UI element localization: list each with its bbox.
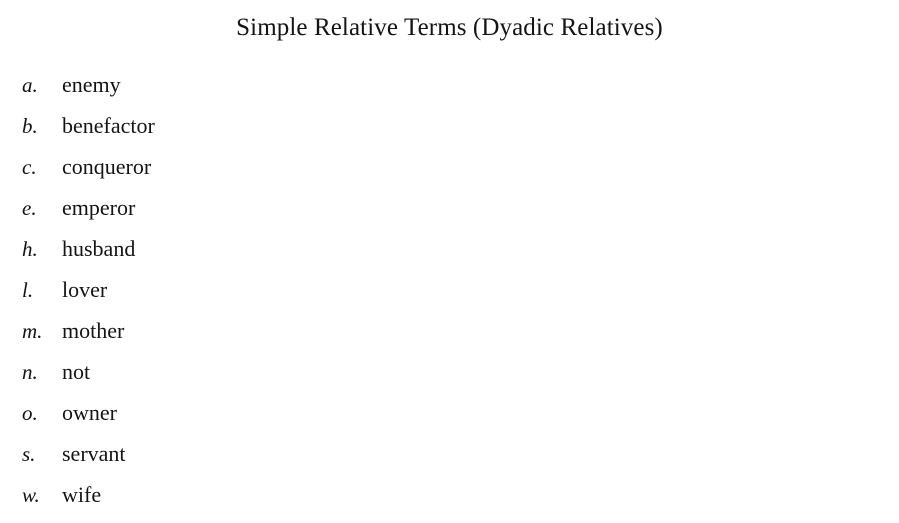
list-item-label: n. — [22, 360, 38, 384]
list-item — [0, 482, 899, 523]
list-item — [0, 72, 899, 113]
list-item-term: emperor — [62, 195, 136, 220]
list-item-label: h. — [22, 237, 38, 261]
list-item-label: m. — [22, 319, 43, 343]
list-item — [0, 195, 899, 236]
list-item-label: l. — [22, 278, 34, 302]
list-item — [0, 359, 899, 400]
list-item — [0, 113, 899, 154]
list-item — [0, 318, 899, 359]
list-item-label: w. — [22, 483, 40, 507]
list-item-term: mother — [62, 318, 125, 343]
list-item — [0, 400, 899, 441]
list-item — [0, 277, 899, 318]
list-item-term: enemy — [62, 72, 121, 97]
list-item-label: s. — [22, 442, 36, 466]
list-item-term: not — [62, 359, 91, 384]
list-item-term: conqueror — [62, 154, 152, 179]
term-list — [0, 72, 899, 523]
list-item — [0, 441, 899, 482]
list-item-term: owner — [62, 400, 117, 425]
list-item-term: husband — [62, 236, 136, 261]
list-item-label: b. — [22, 114, 38, 138]
list-item-term: servant — [62, 441, 126, 466]
page-title: Simple Relative Terms (Dyadic Relatives) — [236, 14, 663, 41]
list-item — [0, 236, 899, 277]
list-item-label: e. — [22, 196, 37, 220]
list-item-term: wife — [62, 482, 102, 507]
list-item-label: o. — [22, 401, 38, 425]
list-item-term: benefactor — [62, 113, 155, 138]
list-item-label: c. — [22, 155, 37, 179]
list-item-term: lover — [62, 277, 108, 302]
list-item — [0, 154, 899, 195]
list-item-label: a. — [22, 73, 38, 97]
